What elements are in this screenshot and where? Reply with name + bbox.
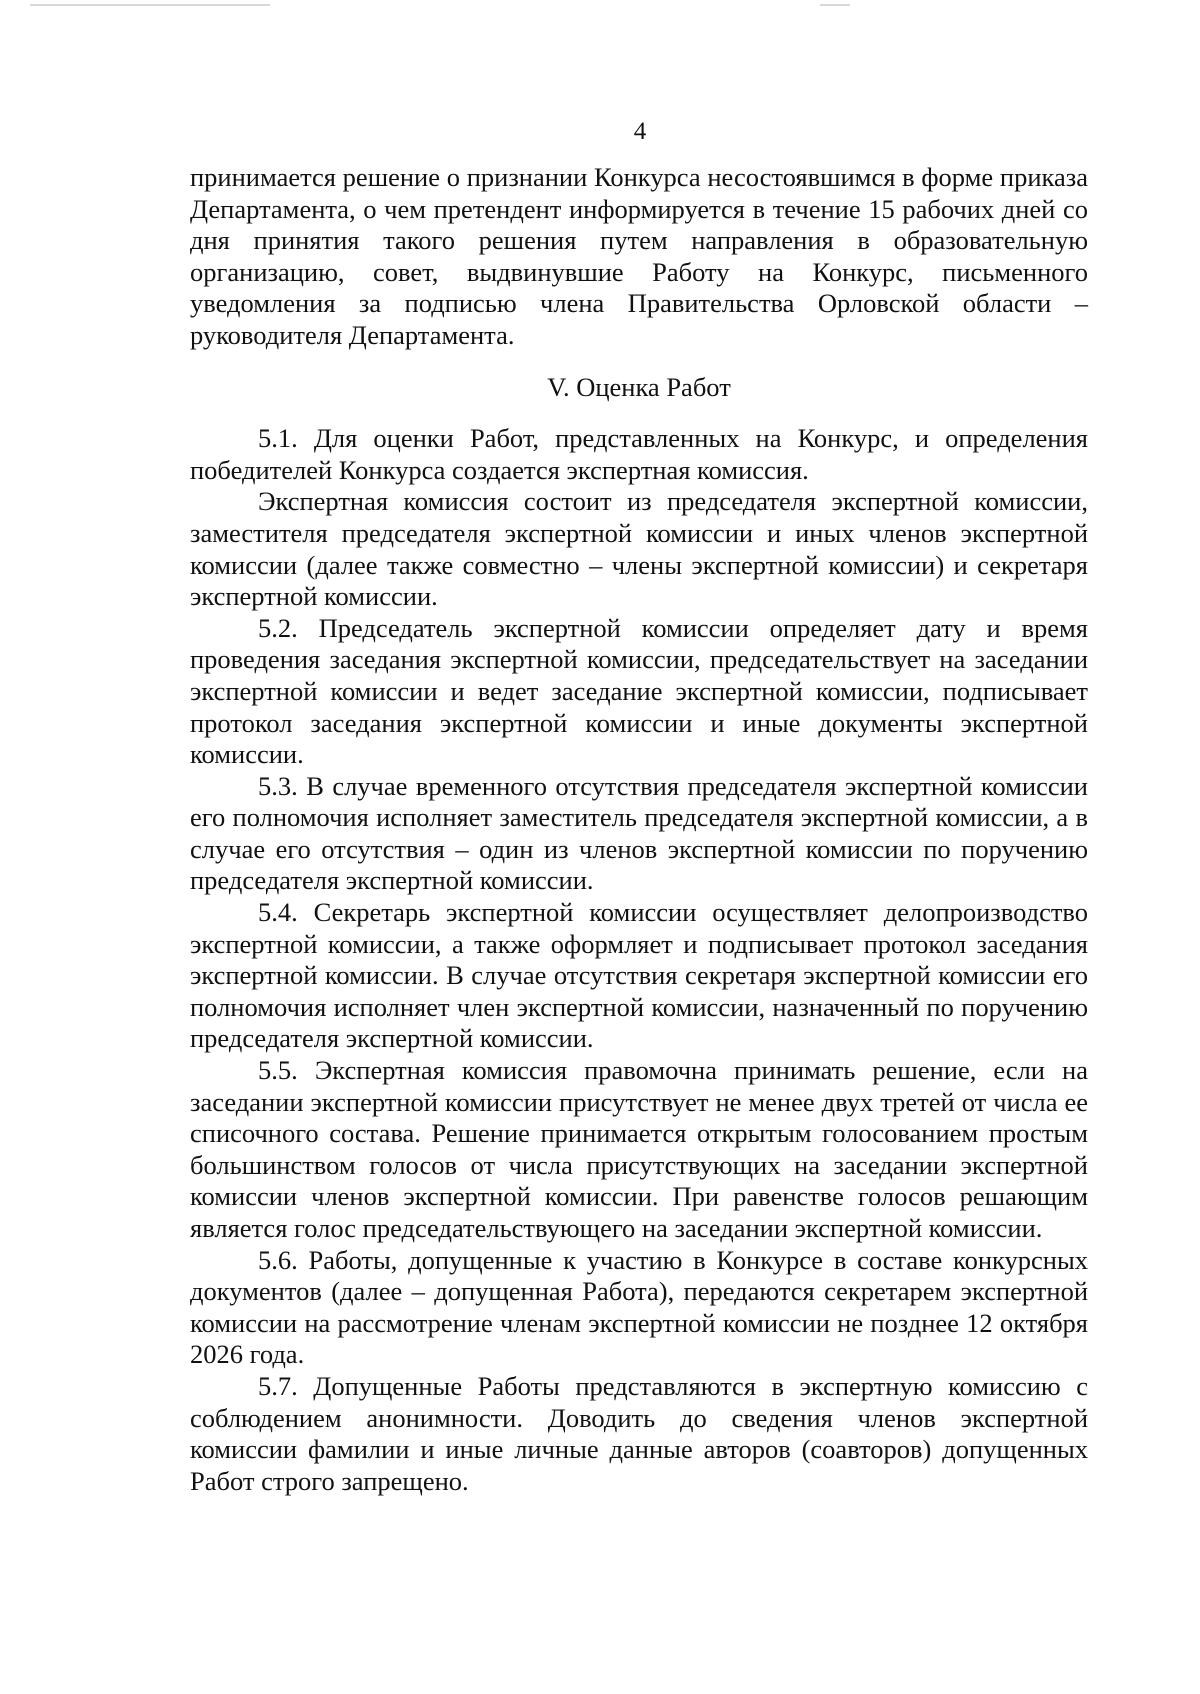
paragraph-5-2: 5.2. Председатель экспертной комиссии определяет дату и время проведения заседания экспертной комиссии, председательствует на заседании экспертной комиссии и ведет заседание экспертной комиссии, подписывает протокол заседания экспертной комиссии и иные документы экспертной комиссии. (190, 612, 1088, 770)
document-body (190, 162, 1088, 1497)
paragraph-5-4: 5.4. Секретарь экспертной комиссии осуществляет делопроизводство экспертной комиссии, а также оформляет и подписывает протокол заседания экспертной комиссии. В случае отсутствия секретаря экспертной комиссии его полномочия исполняет член экспертной комиссии, назначенный по поручению председателя экспертной комиссии. (190, 897, 1088, 1054)
paragraph-5-3: 5.3. В случае временного отсутствия председателя экспертной комиссии его полномочия исполняет заместитель председателя экспертной комиссии, а в случае его отсутствия – один из членов экспертной комиссии по поручению председателя экспертной комиссии. (190, 770, 1088, 896)
paragraph-5-5: 5.5. Экспертная комиссия правомочна принимать решение, если на заседании экспертной комиссии присутствует не менее двух третей от числа ее списочного состава. Решение принимается открытым голосованием простым большинством голосов от числа присутствующих на заседании экспертной комиссии членов экспертной комиссии. При равенстве голосов решающим является голос председательствующего на заседании экспертной комиссии. (190, 1055, 1088, 1243)
scan-artifact (820, 4, 850, 6)
section-title: V. Оценка Работ (547, 371, 731, 402)
page-number: 4 (633, 118, 647, 145)
paragraph-5-6: 5.6. Работы, допущенные к участию в Конкурсе в составе конкурсных документов (далее – допущенная Работа), передаются секретарем экспертной комиссии на рассмотрение членам экспертной комиссии не позднее 12 октября 2026 года. (190, 1244, 1088, 1370)
paragraph-5-7: 5.7. Допущенные Работы представляются в экспертную комиссию с соблюдением анонимности. Доводить до сведения членов экспертной комиссии фамилии и иные личные данные авторов (соавторов) допущенных Работ строго запрещено. (190, 1370, 1088, 1496)
scan-artifact (30, 4, 270, 6)
paragraph-intro: принимается решение о признании Конкурса несостоявшимся в форме приказа Департамента, о чем претендент информируется в течение 15 рабочих дней со дня принятия такого решения путем направления в образовательную организацию, совет, выдвинувшие Работу на Конкурс, письменного уведомления за подписью члена Правительства Орловской области – руководителя Департамента. (190, 162, 1088, 350)
paragraph-5-1: 5.1. Для оценки Работ, представленных на Конкурс, и определения победителей Конкурса создается экспертная комиссия. (190, 423, 1088, 485)
paragraph-5-1-composition: Экспертная комиссия состоит из председателя экспертной комиссии, заместителя председателя экспертной комиссии и иных членов экспертной комиссии (далее также совместно – члены экспертной комиссии) и секретаря экспертной комиссии. (190, 486, 1088, 612)
